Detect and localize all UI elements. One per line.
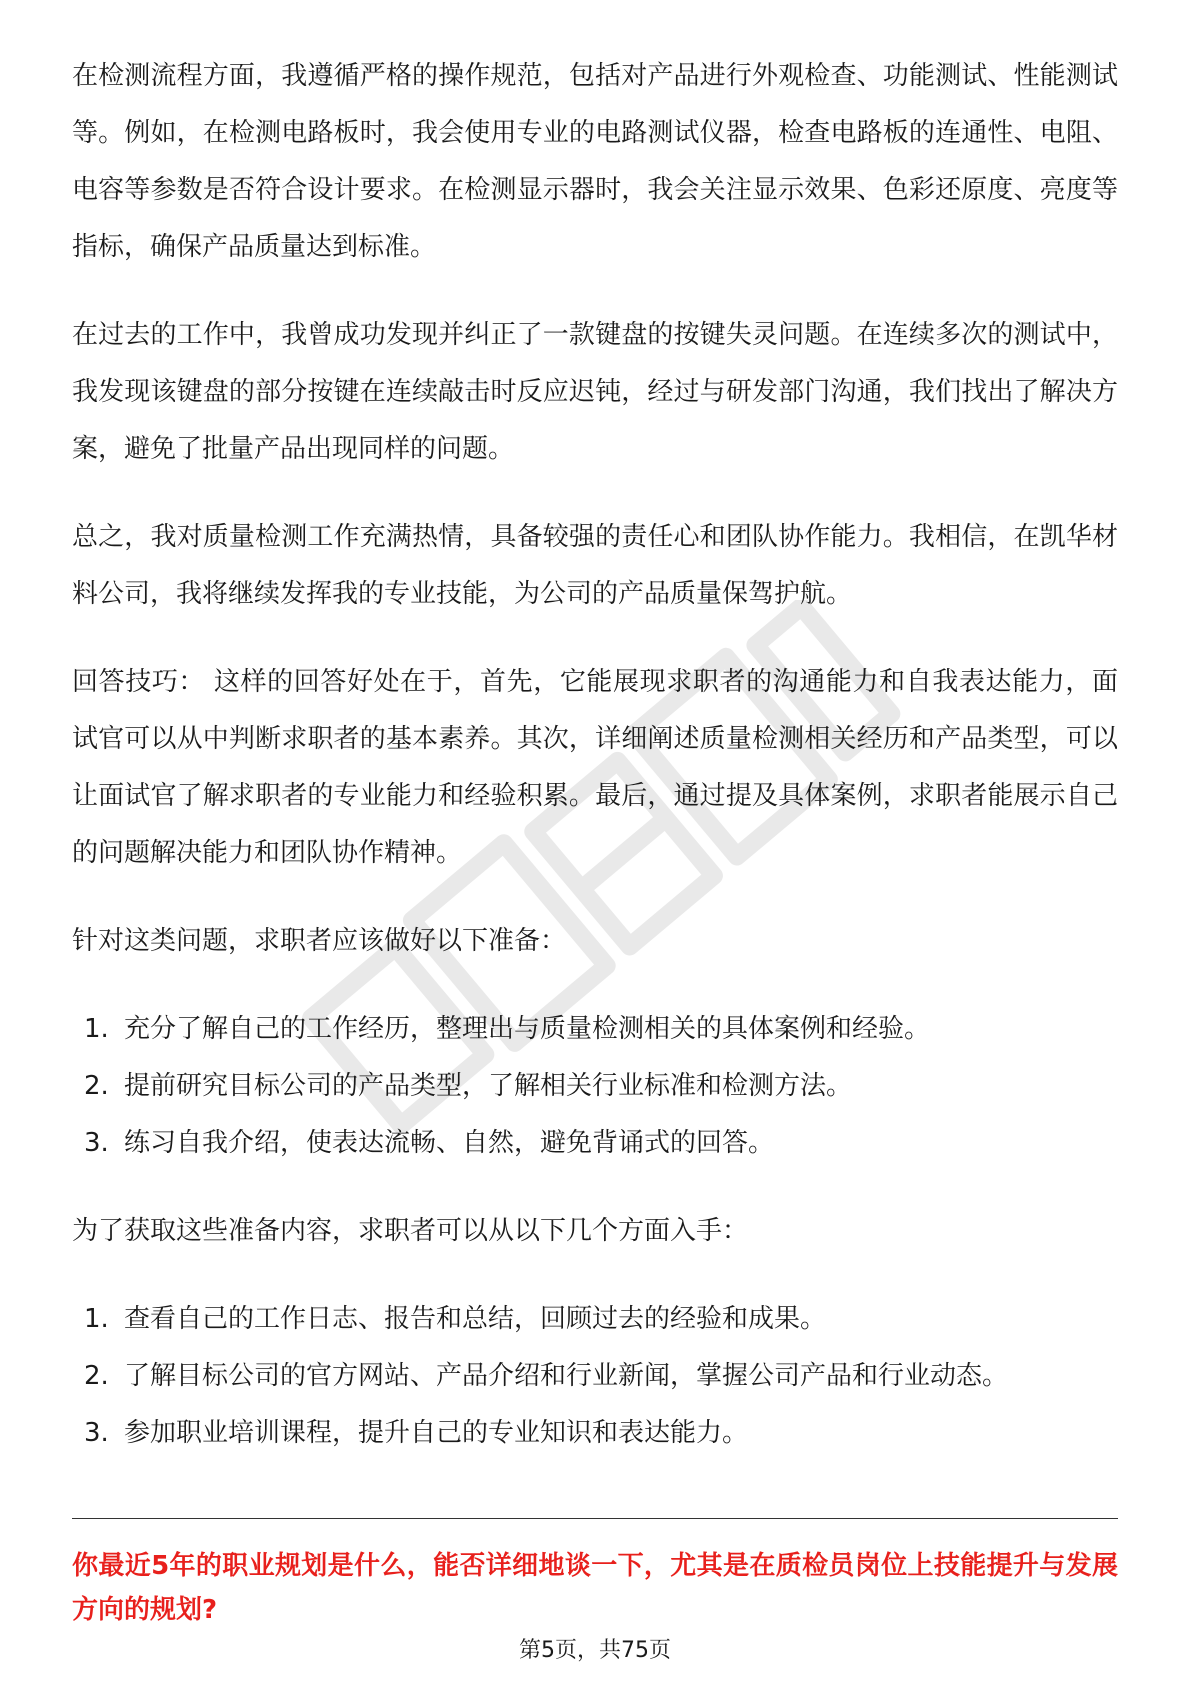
list-number: 1. [84,1014,109,1044]
list-number: 1. [84,1304,109,1334]
list-item-text: 查看自己的工作日志、报告和总结，回顾过去的经验和成果。 [124,1304,827,1334]
list-item-text: 练习自我介绍，使表达流畅、自然，避免背诵式的回答。 [124,1128,775,1158]
list-item-text: 了解目标公司的官方网站、产品介绍和行业新闻，掌握公司产品和行业动态。 [124,1361,1009,1391]
preparation-list [72,1001,1118,1172]
list-item [72,1348,1118,1405]
list-number: 2. [84,1071,109,1101]
document-body [72,48,1118,1493]
list-item [72,1291,1118,1348]
paragraph-inspection-process: 在检测流程方面，我遵循严格的操作规范，包括对产品进行外观检查、功能测试、性能测试等。例如，在检测电路板时，我会使用专业的电路测试仪器，检查电路板的连通性、电阻、电容等参数是否符合设计要求。在检测显示器时，我会关注显示效果、色彩还原度、亮度等指标，确保产品质量达到标准。 [72,61,1118,262]
list-item-text: 提前研究目标公司的产品类型，了解相关行业标准和检测方法。 [124,1071,853,1101]
list-item [72,1058,1118,1115]
paragraph-summary: 总之，我对质量检测工作充满热情，具备较强的责任心和团队协作能力。我相信，在凯华材料公司，我将继续发挥我的专业技能，为公司的产品质量保驾护航。 [72,522,1118,609]
list-number: 3. [84,1128,109,1158]
list-item-text: 充分了解自己的工作经历，整理出与质量检测相关的具体案例和经验。 [124,1014,931,1044]
question-heading: 你最近5年的职业规划是什么，能否详细地谈一下，尤其是在质检员岗位上技能提升与发展方向的规划? [72,1551,1118,1625]
page-number: 第5页，共75页 [519,1638,671,1663]
list-number: 3. [84,1418,109,1448]
paragraph-past-work: 在过去的工作中，我曾成功发现并纠正了一款键盘的按键失灵问题。在连续多次的测试中，我发现该键盘的部分按键在连续敲击时反应迟钝，经过与研发部门沟通，我们找出了解决方案，避免了批量产品出现同样的问题。 [72,320,1118,464]
section-divider [72,1518,1118,1519]
paragraph-preparation-intro: 针对这类问题，求职者应该做好以下准备： [72,926,567,956]
list-item [72,1001,1118,1058]
list-item [72,1115,1118,1172]
list-item-text: 参加职业培训课程，提升自己的专业知识和表达能力。 [124,1418,749,1448]
list-number: 2. [84,1361,109,1391]
list-item [72,1405,1118,1462]
sources-list [72,1291,1118,1462]
paragraph-answer-tips: 回答技巧： 这样的回答好处在于，首先，它能展现求职者的沟通能力和自我表达能力，面试官可以从中判断求职者的基本素养。其次，详细阐述质量检测相关经历和产品类型，可以让面试官了解求职者的专业能力和经验积累。最后，通过提及具体案例，求职者能展示自己的问题解决能力和团队协作精神。 [72,667,1118,868]
paragraph-sources-intro: 为了获取这些准备内容，求职者可以从以下几个方面入手： [72,1216,749,1246]
